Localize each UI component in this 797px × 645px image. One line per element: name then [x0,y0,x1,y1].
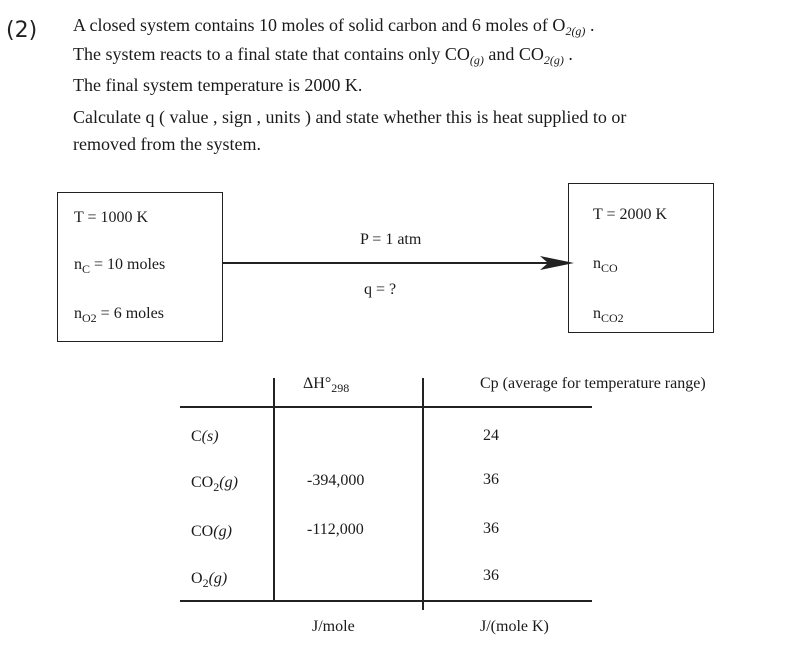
table-row [191,568,227,594]
no2-label: n [74,305,82,322]
nco-label: n [593,255,601,272]
species-label: O [191,570,203,587]
final-co-moles [593,253,618,279]
table-row [191,472,238,498]
cp-value: 36 [483,567,499,584]
line2-subscript-2: 2(g) [543,53,564,67]
cp-value: 36 [483,520,499,537]
unit-enthalpy: J/mole [312,618,355,635]
no2-value: = 6 moles [96,305,164,322]
table-header-rule [180,406,592,408]
table-row [191,521,232,543]
initial-oxygen-moles [74,303,164,329]
problem-line-3: The final system temperature is 2000 K. [73,75,363,95]
species-phase: (g) [219,474,238,491]
line2-mid: and CO [483,44,544,64]
line1-subscript: 2(g) [565,24,586,38]
species-phase: (g) [213,523,232,540]
initial-temperature: T = 1000 K [74,209,149,226]
table-header-cp: Cp (average for temperature range) [480,375,706,392]
species-subscript: 2 [213,480,220,494]
enthalpy-value: -394,000 [307,472,365,489]
problem-line-2 [73,43,573,71]
nco2-subscript: CO2 [601,311,624,325]
process-heat: q = ? [364,281,397,298]
line2-subscript-1: (g) [469,53,484,67]
line2-end: . [563,44,573,64]
table-divider-left [273,378,275,600]
species-subscript: 2 [202,576,209,590]
table-header-enthalpy [303,373,349,399]
enthalpy-subscript: 298 [331,381,350,395]
problem-line-1 [73,14,594,42]
no2-subscript: O2 [82,311,97,325]
table-row [191,426,219,448]
species-label: CO [191,474,214,491]
cp-value: 36 [483,471,499,488]
nco-subscript: CO [601,261,618,275]
cp-value: 24 [483,427,499,444]
problem-line-4: Calculate q ( value , sign , units ) and state whether this is heat supplied to or [73,107,627,127]
species-phase: (s) [201,428,219,445]
initial-carbon-moles [74,254,165,280]
nco2-label: n [593,305,601,322]
species-phase: (g) [208,570,228,587]
nc-value: = 10 moles [90,256,166,273]
table-bottom-rule [180,600,592,602]
unit-cp: J/(mole K) [480,618,549,635]
problem-line-5: removed from the system. [73,134,261,154]
enthalpy-symbol: ΔH° [303,375,332,392]
species-label: C [191,428,202,445]
process-arrow-shaft [222,262,552,264]
table-divider-right [422,378,424,610]
final-temperature: T = 2000 K [593,206,668,223]
line1-text: A closed system contains 10 moles of solid carbon and 6 moles of O [73,15,566,35]
line1-end: . [585,15,595,35]
process-pressure: P = 1 atm [360,231,422,248]
species-label: CO [191,523,214,540]
enthalpy-value: -112,000 [307,521,364,538]
nc-label: n [74,256,82,273]
nc-subscript: C [82,262,91,276]
line2-text: The system reacts to a final state that contains only CO [73,44,470,64]
problem-number: (2) [6,18,38,43]
final-co2-moles [593,303,624,329]
